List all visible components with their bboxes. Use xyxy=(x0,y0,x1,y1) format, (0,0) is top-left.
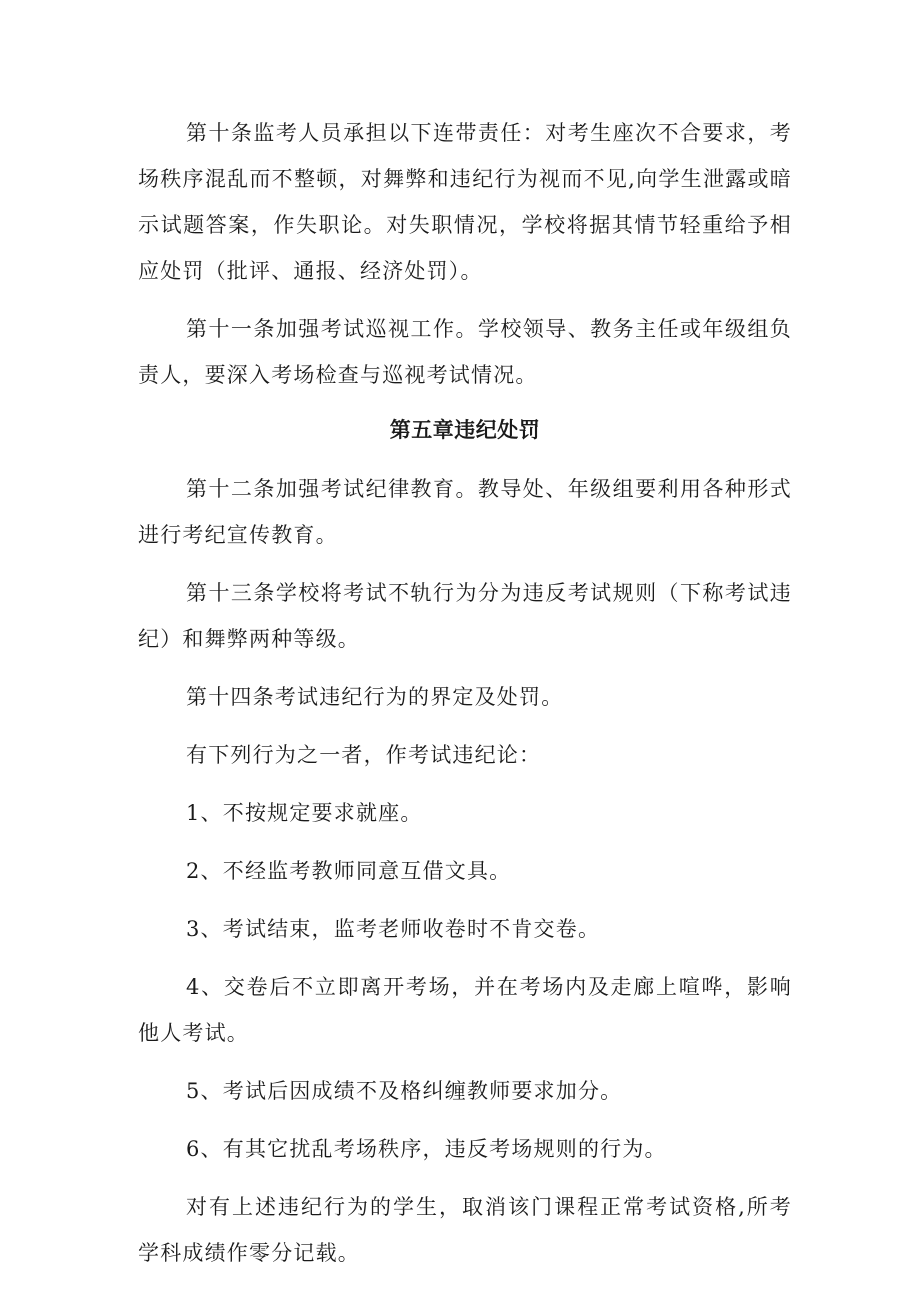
violation-intro-paragraph: 有下列行为之一者，作考试违纪论： xyxy=(186,743,542,767)
article-11-paragraph: 第十一条加强考试巡视工作。学校领导、教务主任或年级组负责人，要深入考场检查与巡视考试情况。 xyxy=(138,317,792,387)
document-body xyxy=(138,110,792,1288)
violation-item-6: 6、有其它扰乱考场秩序，违反考场规则的行为。 xyxy=(186,1137,667,1161)
violation-item-3: 3、考试结束，监考老师收卷时不肯交卷。 xyxy=(186,917,601,941)
article-12-paragraph: 第十二条加强考试纪律教育。教导处、年级组要利用各种形式进行考纪宣传教育。 xyxy=(138,477,792,547)
violation-item-4: 4、交卷后不立即离开考场，并在考场内及走廊上喧哗，影响他人考试。 xyxy=(138,975,792,1045)
violation-item-2: 2、不经监考教师同意互借文具。 xyxy=(186,859,512,883)
violation-item-1: 1、不按规定要求就座。 xyxy=(186,801,423,825)
violation-item-5: 5、考试后因成绩不及格纠缠教师要求加分。 xyxy=(186,1079,623,1103)
article-13-paragraph: 第十三条学校将考试不轨行为分为违反考试规则（下称考试违纪）和舞弊两种等级。 xyxy=(138,581,792,651)
penalty-paragraph: 对有上述违纪行为的学生，取消该门课程正常考试资格,所考学科成绩作零分记载。 xyxy=(138,1195,792,1265)
article-10-paragraph: 第十条监考人员承担以下连带责任：对考生座次不合要求，考场秩序混乱而不整顿，对舞弊和违纪行为视而不见,向学生泄露或暗示试题答案，作失职论。对失职情况，学校将据其情节轻重给予相应处罚（批评、通报、经济处罚）。 xyxy=(138,121,792,283)
article-14-paragraph: 第十四条考试违纪行为的界定及处罚。 xyxy=(186,685,564,709)
chapter-heading: 第五章违纪处罚 xyxy=(389,418,541,442)
